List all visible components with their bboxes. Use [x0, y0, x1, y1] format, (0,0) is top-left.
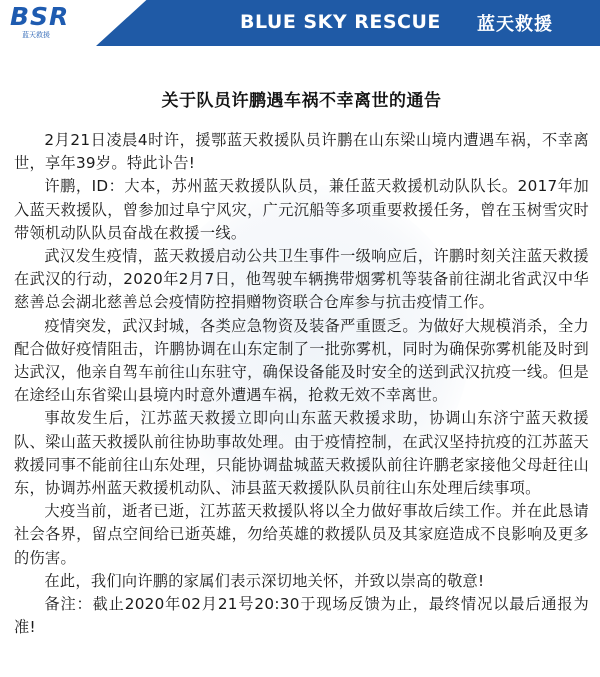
banner-chinese-title: 蓝天救援 [477, 14, 553, 35]
header-bar [0, 0, 600, 46]
paragraph: 事故发生后，江苏蓝天救援立即向山东蓝天救援求助，协调山东济宁蓝天救援队、梁山蓝天救援队前往协助事故处理。由于疫情控制，在武汉坚持抗疫的江苏蓝天救援同事不能前往山东处理，只能协调盐城蓝天救援队前往许鹏老家接他父母赶往山东，协调苏州蓝天救援机动队、沛县蓝天救援队队员前往山东处理后续事项。 [14, 409, 589, 498]
banner-title: BLUE SKY RESCUE [240, 11, 441, 33]
paragraph: 2月21日凌晨4时许，援鄂蓝天救援队员许鹏在山东梁山境内遭遇车祸，不幸离世，享年39岁。特此讣告! [14, 131, 589, 173]
paragraph: 疫情突发，武汉封城，各类应急物资及装备严重匮乏。为做好大规模消杀，全力配合做好疫情阻击，许鹏协调在山东定制了一批弥雾机，同时为确保弥雾机能及时到达武汉，他亲自驾车前往山东驻守，确保设备能及时安全的送到武汉抗疫一线。但是在途经山东省梁山县境内时意外遭遇车祸，抢救无效不幸离世。 [14, 316, 589, 405]
paragraph: 大疫当前，逝者已逝，江苏蓝天救援队将以全力做好事故后续工作。并在此恳请社会各界，留点空间给已逝英雄，勿给英雄的救援队员及其家庭造成不良影响及更多的伤害。 [14, 502, 589, 567]
notice-title: 关于队员许鹏遇车祸不幸离世的通告 [161, 91, 442, 111]
logo-text: BSR [10, 2, 70, 31]
paragraph: 备注：截止2020年02月21号20:30于现场反馈为止，最终情况以最后通报为准! [14, 595, 589, 637]
bsr-logo [0, 0, 96, 46]
paragraph: 在此，我们向许鹏的家属们表示深切地关怀，并致以崇高的敬意! [44, 571, 485, 590]
paragraph: 许鹏，ID：大本，苏州蓝天救援队队员，兼任蓝天救援机动队队长。2017年加入蓝天救援队，曾参加过阜宁风灾，广元沉船等多项重要救援任务，曾在玉树雪灾时带领机动队队员奋战在救援一线。 [14, 177, 589, 242]
logo-subtitle: 蓝天救援 [22, 31, 50, 39]
notice-document [14, 86, 589, 639]
paragraph: 武汉发生疫情，蓝天救援启动公共卫生事件一级响应后，许鹏时刻关注蓝天救援在武汉的行动，2020年2月7日，他驾驶车辆携带烟雾机等装备前往湖北省武汉中华慈善总会湖北慈善总会疫情防控捐赠物资联合仓库参与抗击疫情工作。 [14, 247, 589, 312]
